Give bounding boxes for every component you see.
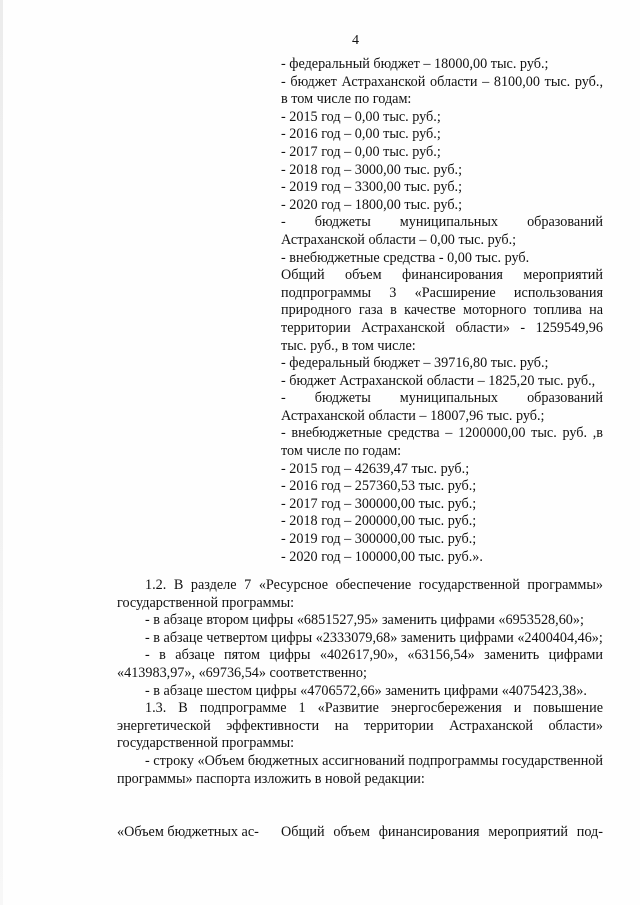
- table-cell-label: «Объем бюджетных ас-: [117, 824, 259, 840]
- page-number: 4: [352, 33, 359, 48]
- funding-line: - бюджет Астраханской области – 1825,20 тыс. руб.,: [281, 372, 596, 389]
- passport-table-row: [117, 824, 603, 842]
- funding-line: - 2020 год – 1800,00 тыс. руб.;: [281, 196, 463, 213]
- section-1-3-heading: 1.3. В подпрограмме 1 «Развитие энергосбережения и повышение энергетической эффективности на территории Астраханской области» государственной программы:: [117, 700, 603, 752]
- funding-line: - федеральный бюджет – 39716,80 тыс. руб.;: [281, 355, 549, 372]
- funding-line: - бюджеты муниципальных образований Астраханской области – 18007,96 тыс. руб.;: [281, 390, 603, 424]
- funding-details-column: [281, 56, 603, 566]
- funding-line: - внебюджетные средства – 1200000,00 тыс. руб. ,в том числе по годам:: [281, 425, 603, 460]
- funding-line: - бюджеты муниципальных образований Астраханской области – 0,00 тыс. руб.;: [281, 214, 603, 248]
- funding-line: - 2019 год – 3300,00 тыс. руб.;: [281, 179, 463, 196]
- section-1-3-item: - строку «Объем бюджетных ассигнований подпрограммы государственной программы» паспорта изложить в новой редакции:: [117, 752, 603, 787]
- funding-line: - 2018 год – 200000,00 тыс. руб.;: [281, 513, 477, 530]
- funding-line: - 2020 год – 100000,00 тыс. руб.».: [281, 548, 483, 565]
- funding-line: - федеральный бюджет – 18000,00 тыс. руб.;: [281, 56, 549, 72]
- funding-line: - 2017 год – 300000,00 тыс. руб.;: [281, 495, 477, 512]
- main-text: [117, 577, 603, 788]
- scan-edge-shadow: [0, 0, 3, 905]
- funding-line: - внебюджетные средства - 0,00 тыс. руб.: [281, 249, 530, 266]
- section-1-2-item: - в абзаце втором цифры «6851527,95» заменить цифрами «6953528,60»;: [145, 612, 584, 629]
- section-1-2-item: - в абзаце шестом цифры «4706572,66» заменить цифрами «4075423,38».: [145, 682, 587, 699]
- funding-paragraph: Общий объем финансирования мероприятий подпрограммы 3 «Расширение использования природного газа в качестве моторного топлива на территории Астраханской области» - 1259549,96 тыс. руб., в том числе:: [281, 267, 603, 354]
- section-1-2-item: - в абзаце пятом цифры «402617,90», «63156,54» заменить цифрами «413983,97», «69736,54» соответственно;: [117, 647, 603, 681]
- funding-line: - 2015 год – 0,00 тыс. руб.;: [281, 108, 441, 125]
- section-1-2-heading: 1.2. В разделе 7 «Ресурсное обеспечение государственной программы» государственной программы:: [117, 577, 603, 611]
- funding-line: - 2017 год – 0,00 тыс. руб.;: [281, 143, 441, 160]
- funding-line: - 2016 год – 0,00 тыс. руб.;: [281, 126, 441, 143]
- funding-line: - 2016 год – 257360,53 тыс. руб.;: [281, 478, 477, 495]
- funding-line: - бюджет Астраханской области – 8100,00 тыс. руб., в том числе по годам:: [281, 73, 603, 108]
- section-1-2-item: - в абзаце четвертом цифры «2333079,68» заменить цифрами «2400404,46»;: [145, 629, 603, 646]
- funding-line: - 2018 год – 3000,00 тыс. руб.;: [281, 161, 463, 178]
- table-cell-value: Общий объем финансирования мероприятий под-: [281, 824, 603, 840]
- funding-line: - 2015 год – 42639,47 тыс. руб.;: [281, 460, 470, 477]
- funding-line: - 2019 год – 300000,00 тыс. руб.;: [281, 531, 477, 548]
